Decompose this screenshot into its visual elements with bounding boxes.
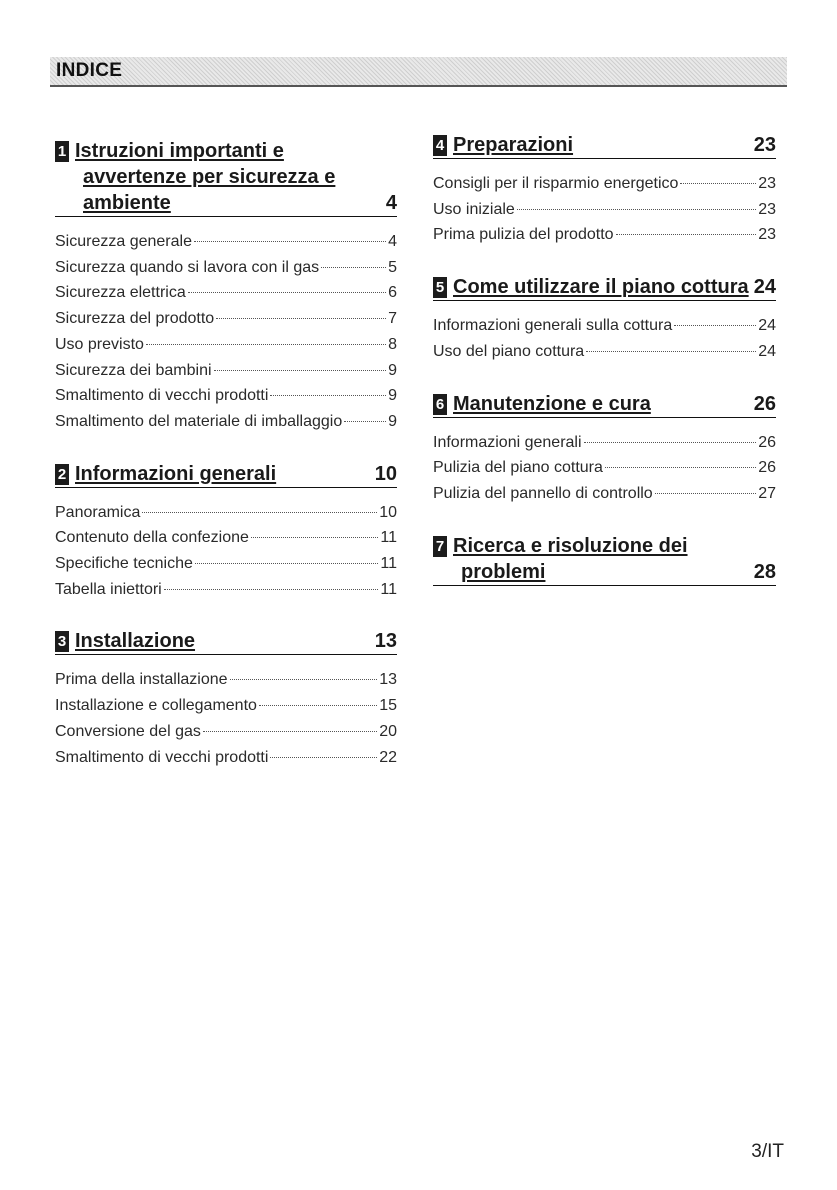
dot-leader [251,537,378,538]
toc-entry[interactable] [433,481,776,507]
toc-entry-label: Tabella iniettori [55,580,162,598]
toc-entry[interactable] [55,409,397,435]
toc-entry-label: Sicurezza dei bambini [55,361,212,379]
toc-entry-label: Informazioni generali [433,433,582,451]
toc-entry[interactable] [433,222,776,248]
toc-entry[interactable] [55,719,397,745]
toc-entry[interactable] [55,667,397,693]
toc-entry[interactable] [433,313,776,339]
dot-leader [230,679,378,680]
section-title-line: Istruzioni importanti e [75,140,284,162]
dot-leader [216,318,386,319]
section-heading[interactable] [433,391,776,418]
toc-entry-page: 23 [758,200,776,218]
dot-leader [214,370,387,371]
toc-entry[interactable] [55,280,397,306]
toc-entry-page: 9 [388,387,397,405]
section-heading[interactable] [55,138,397,217]
page-number: 3/IT [751,1141,784,1162]
dot-leader [616,234,757,235]
toc-entry[interactable] [55,229,397,255]
toc-entry-page: 11 [380,529,397,547]
toc-entry-page: 11 [380,580,397,598]
section-number-badge: 4 [433,135,447,156]
toc-entry[interactable] [433,171,776,197]
dot-leader [605,467,756,468]
toc-entry-label: Uso previsto [55,335,144,353]
toc-entry-label: Consigli per il risparmio energetico [433,175,679,192]
index-header [50,57,787,87]
toc-entry-page: 6 [388,284,397,302]
dot-leader [270,395,386,396]
toc-entry[interactable] [433,197,776,223]
toc-entry-label: Sicurezza del prodotto [55,310,215,328]
section-page-number: 10 [374,462,397,485]
section-number-badge: 5 [433,277,447,298]
toc-entry-label: Informazioni generali sulla cottura [433,317,673,335]
section-title-line: problemi [461,560,546,583]
toc-entry[interactable] [55,745,397,771]
toc-entry-page: 20 [379,722,397,740]
section-heading[interactable] [55,628,397,655]
dot-leader [259,705,377,706]
toc-entry-label: Conversione del gas [55,722,201,740]
toc-entry[interactable] [433,430,776,456]
toc-entry-label: Smaltimento del materiale di imballaggio [55,412,343,430]
section-page-number: 23 [753,134,776,156]
toc-section-3 [55,628,397,770]
toc-entry-page: 26 [758,459,776,477]
toc-entry-label: Panoramica [55,503,141,521]
toc-entry-page: 10 [379,503,397,521]
section-title [433,391,776,417]
toc-column-left [55,138,397,790]
toc-entry[interactable] [55,255,397,281]
section-title [433,274,776,300]
section-number-badge: 6 [433,394,447,415]
section-number-badge: 3 [55,631,69,652]
toc-entry[interactable] [55,693,397,719]
toc-entry-page: 5 [388,258,397,276]
section-page-number: 28 [753,560,776,583]
toc-section-5 [433,274,776,364]
dot-leader [674,325,756,326]
toc-entry-page: 13 [379,671,397,689]
index-title: INDICE [56,60,123,81]
section-page-number: 13 [374,630,397,653]
section-title [55,628,397,654]
section-title-line: Ricerca e risoluzione dei [453,534,688,557]
toc-column-right [433,132,776,612]
section-heading[interactable] [433,132,776,159]
section-page-number: 26 [753,392,776,415]
toc-entry-label: Smaltimento di vecchi prodotti [55,387,269,405]
toc-entry-page: 7 [388,310,397,328]
toc-entry-page: 11 [380,555,397,573]
toc-entry-label: Prima della installazione [55,671,228,689]
toc-entry-label: Pulizia del pannello di controllo [433,484,653,502]
toc-entry[interactable] [433,455,776,481]
toc-entry-page: 23 [758,226,776,244]
section-title [55,138,397,216]
section-title [55,461,397,487]
dot-leader [188,292,386,293]
toc-section-6 [433,391,776,507]
section-heading[interactable] [433,274,776,301]
section-title [433,533,776,585]
toc-entry-label: Uso iniziale [433,200,515,218]
toc-section-4 [433,132,776,248]
toc-entry-label: Uso del piano cottura [433,342,585,360]
dot-leader [321,267,386,268]
toc-entry-page: 27 [758,484,776,502]
toc-entry-page: 24 [758,317,776,335]
toc-entry-label: Sicurezza elettrica [55,284,186,302]
toc-entry[interactable] [55,358,397,384]
toc-entry-label: Installazione e collegamento [55,697,257,715]
toc-entry[interactable] [55,306,397,332]
toc-entry-page: 4 [388,233,397,250]
section-title-line: Come utilizzare il piano cottura [453,276,749,299]
toc-entry-label: Prima pulizia del prodotto [433,226,614,244]
toc-entry[interactable] [55,332,397,358]
toc-entry[interactable] [55,577,397,603]
dot-leader [194,241,386,242]
section-number-badge: 7 [433,536,447,557]
dot-leader [344,421,386,422]
toc-entry-label: Contenuto della confezione [55,529,249,547]
toc-entry-page: 15 [379,697,397,715]
dot-leader [586,351,756,352]
dot-leader [146,344,386,345]
dot-leader [203,731,377,732]
dot-leader [584,442,757,443]
section-heading[interactable] [55,461,397,488]
toc-entry-page: 22 [379,748,397,766]
section-title-line: ambiente [83,192,171,214]
toc-entry[interactable] [55,383,397,409]
section-number-badge: 1 [55,141,69,162]
toc-entry[interactable] [433,339,776,365]
section-title-line: Installazione [75,630,196,653]
toc-entry-page: 9 [388,412,397,430]
section-title-line: Preparazioni [453,134,574,156]
dot-leader [142,512,377,513]
toc-entry[interactable] [55,500,397,526]
toc-entry-page: 23 [758,175,776,192]
dot-leader [517,209,756,210]
dot-leader [270,757,377,758]
toc-entry-page: 8 [388,335,397,353]
toc-entry-page: 9 [388,361,397,379]
section-title-line: Manutenzione e cura [453,392,651,415]
toc-section-2 [55,461,397,603]
section-number-badge: 2 [55,464,69,485]
toc-section-7 [433,533,776,586]
toc-section-1 [55,138,397,435]
dot-leader [680,183,756,184]
section-page-number: 4 [385,192,397,214]
toc-entry-label: Sicurezza quando si lavora con il gas [55,258,320,276]
section-title-line: Informazioni generali [75,462,277,485]
toc-entry[interactable] [55,525,397,551]
section-title [433,132,776,158]
toc-entry[interactable] [55,551,397,577]
toc-entry-label: Smaltimento di vecchi prodotti [55,748,269,766]
dot-leader [195,563,379,564]
toc-entry-label: Sicurezza generale [55,233,192,250]
section-page-number: 24 [753,276,776,299]
section-title-line: avvertenze per sicurezza e [83,166,336,188]
toc-entry-label: Specifiche tecniche [55,555,193,573]
dot-leader [164,589,379,590]
dot-leader [655,493,757,494]
section-heading[interactable] [433,533,776,586]
toc-entry-page: 26 [758,433,776,451]
toc-entry-label: Pulizia del piano cottura [433,459,603,477]
toc-entry-page: 24 [758,342,776,360]
